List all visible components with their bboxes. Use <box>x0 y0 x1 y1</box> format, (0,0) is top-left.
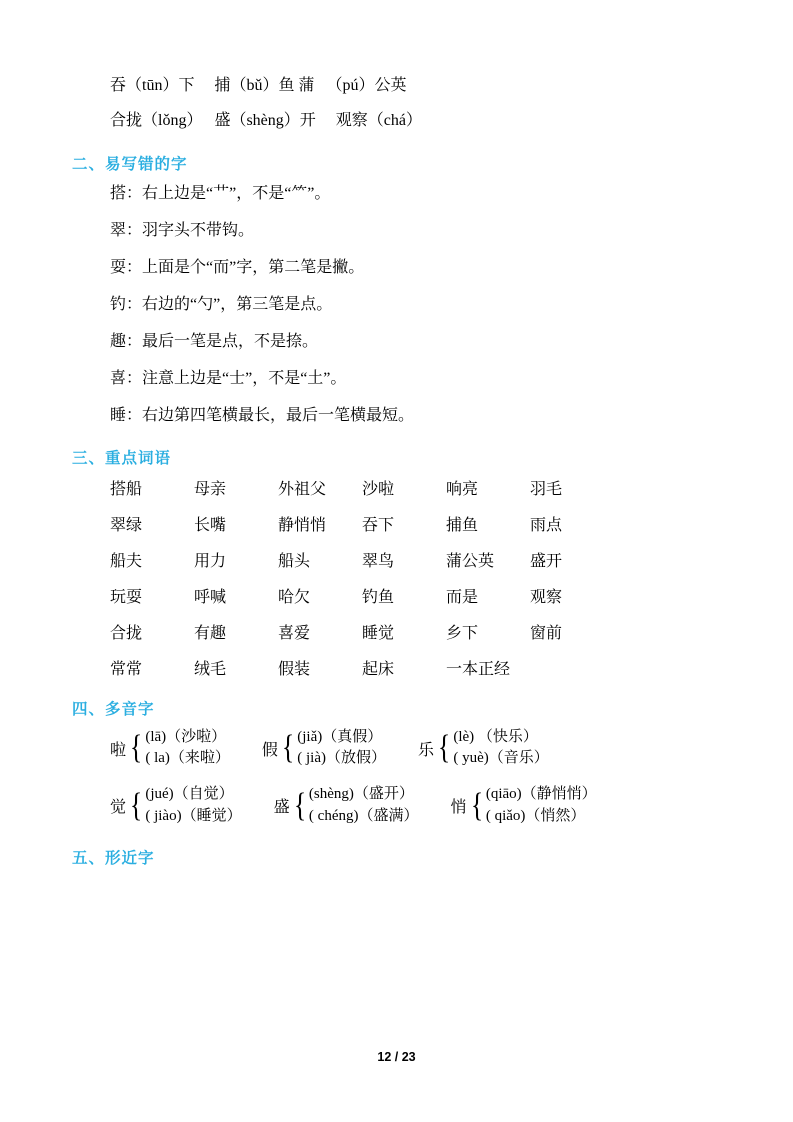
note-line: 喜：注意上边是“士”，不是“土”。 <box>110 369 347 387</box>
word-cell: 蒲公英 <box>446 552 495 570</box>
polyphone-item: ( jiào)（睡觉） <box>145 807 242 824</box>
word-cell: 长嘴 <box>194 516 227 534</box>
word-cell: 哈欠 <box>278 588 311 606</box>
polyphone-items <box>145 727 230 771</box>
note-line: 搭：右上边是“艹”，不是“⺮”。 <box>110 184 331 202</box>
polyphone-group <box>262 727 386 771</box>
word-cell: 而是 <box>446 588 479 606</box>
word-cell: 翠鸟 <box>362 552 395 570</box>
word-cell: 船夫 <box>110 552 143 570</box>
top-pinyin-block <box>72 74 721 134</box>
word-row <box>110 512 721 535</box>
polyphone-char: 乐 <box>418 741 435 759</box>
word-cell: 沙啦 <box>362 480 395 498</box>
word-cell: 吞下 <box>362 516 395 534</box>
word-cell: 乡下 <box>446 624 479 642</box>
word-cell: 羽毛 <box>530 480 563 498</box>
polyphone-items <box>453 727 548 771</box>
word-cell: 响亮 <box>446 480 479 498</box>
word-cell: 观察 <box>530 588 563 606</box>
word-cell: 捕鱼 <box>446 516 479 534</box>
word-cell: 雨点 <box>530 516 563 534</box>
note-line: 睡：右边第四笔横最长，最后一笔横最短。 <box>110 406 415 424</box>
polyphone-item: (shèng)（盛开） <box>308 786 414 803</box>
brace-icon: { <box>470 786 483 824</box>
brace-icon: { <box>281 729 295 767</box>
word-cell: 盛开 <box>530 552 563 570</box>
word-row <box>110 548 721 571</box>
polyphone-char: 啦 <box>110 741 127 759</box>
polyphone-group <box>110 784 242 828</box>
word-grid <box>72 476 721 679</box>
word-cell: 呼喊 <box>194 588 227 606</box>
word-cell: 窗前 <box>530 624 563 642</box>
polyphone-items <box>309 784 419 828</box>
word-cell: 喜爱 <box>278 624 311 642</box>
polyphone-items <box>297 727 386 771</box>
word-cell: 一本正经 <box>446 660 511 678</box>
word-cell: 翠绿 <box>110 516 143 534</box>
polyphone-char: 假 <box>261 741 278 759</box>
polyphone-item: (jué)（自觉） <box>145 786 234 803</box>
word-cell: 船头 <box>278 552 311 570</box>
word-cell: 母亲 <box>194 480 227 498</box>
polyphone-item: (qiāo)（静悄悄） <box>485 786 597 803</box>
polyphone-block <box>72 727 721 828</box>
word-row <box>110 584 721 607</box>
page-number: 12 / 23 <box>377 1050 416 1064</box>
word-cell: 用力 <box>194 552 227 570</box>
word-cell: 静悄悄 <box>278 516 327 534</box>
section-polyphones <box>72 697 721 828</box>
polyphone-group <box>450 784 596 828</box>
note-line: 翠：羽字头不带钩。 <box>110 221 255 239</box>
polyphone-item: ( yuè)（音乐） <box>453 750 549 767</box>
polyphone-item: (lè) （快乐） <box>453 728 538 745</box>
word-cell: 绒毛 <box>194 660 227 678</box>
brace-icon: { <box>130 729 143 767</box>
polyphone-char: 悄 <box>450 799 467 817</box>
section-key-words <box>72 446 721 679</box>
polyphone-item: ( chéng)（盛满） <box>308 807 419 824</box>
polyphone-item: ( jià)（放假） <box>297 750 386 767</box>
polyphone-char: 盛 <box>273 799 290 817</box>
word-cell: 搭船 <box>110 480 143 498</box>
word-row <box>110 620 721 643</box>
word-cell: 有趣 <box>194 624 227 642</box>
note-line: 钓：右边的“勺”，第三笔是点。 <box>110 295 333 313</box>
section-easy-wrong-chars <box>72 152 721 428</box>
polyphone-row <box>110 727 721 771</box>
note-line: 耍：上面是个“而”字，第二笔是撇。 <box>110 258 365 276</box>
polyphone-item: ( la)（来啦） <box>145 750 230 767</box>
word-cell: 外祖父 <box>278 480 327 498</box>
section-heading: 三、重点词语 <box>72 449 172 467</box>
brace-icon: { <box>438 729 451 767</box>
word-cell: 玩耍 <box>110 588 143 606</box>
polyphone-item: (lā)（沙啦） <box>145 728 227 745</box>
polyphone-items <box>145 784 241 828</box>
word-cell: 常常 <box>110 660 143 678</box>
word-cell: 钓鱼 <box>362 588 395 606</box>
polyphone-item: ( qiǎo)（悄然） <box>485 807 586 824</box>
word-row <box>110 656 721 679</box>
word-cell: 起床 <box>362 660 395 678</box>
polyphone-item: (jiǎ)（真假） <box>297 728 383 745</box>
polyphone-char: 觉 <box>110 799 127 817</box>
note-line: 趣：最后一笔是点，不是捺。 <box>110 332 319 350</box>
word-cell: 合拢 <box>110 624 143 642</box>
section-heading: 二、易写错的字 <box>72 155 188 173</box>
section-similar-chars <box>72 846 721 868</box>
word-cell: 睡觉 <box>362 624 395 642</box>
polyphone-items <box>486 784 597 828</box>
polyphone-group <box>418 727 549 771</box>
brace-icon: { <box>130 786 143 824</box>
polyphone-row <box>110 784 721 828</box>
polyphone-group <box>110 727 230 771</box>
word-row <box>110 476 721 499</box>
brace-icon: { <box>293 786 306 824</box>
pinyin-line: 合拢（lǒng） 盛（shèng）开 观察（chá） <box>110 111 422 129</box>
pinyin-line: 吞（tūn）下 捕（bǔ）鱼 蒲 （pú）公英 <box>110 77 407 94</box>
section-heading: 五、形近字 <box>72 849 155 867</box>
word-cell: 假装 <box>278 660 311 678</box>
polyphone-group <box>274 784 419 828</box>
section-heading: 四、多音字 <box>72 700 155 718</box>
